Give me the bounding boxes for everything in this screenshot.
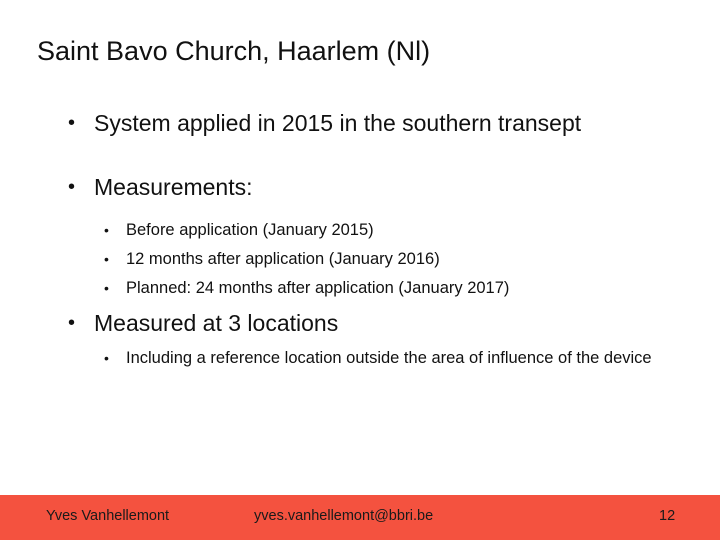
slide-number: 12 [659,508,676,524]
footer-author: Yves Vanhellemont [46,508,170,524]
sub-bullet-item: • Including a reference location outside the area of influence of the device [126,347,686,369]
slide-title: Saint Bavo Church, Haarlem (Nl) [37,36,431,66]
bullet-item: • Measured at 3 locations [94,308,614,338]
footer-email: yves.vanhellemont@bbri.be [254,508,434,524]
bullet-item: • Measurements: [94,172,614,202]
sub-bullet-item: • Planned: 24 months after application (January 2017) [126,277,686,299]
footer-bar [0,495,720,540]
sub-bullet-item: • 12 months after application (January 2016) [126,248,686,270]
bullet-item: • System applied in 2015 in the southern transept [94,108,614,138]
sub-bullet-item: • Before application (January 2015) [126,219,686,241]
